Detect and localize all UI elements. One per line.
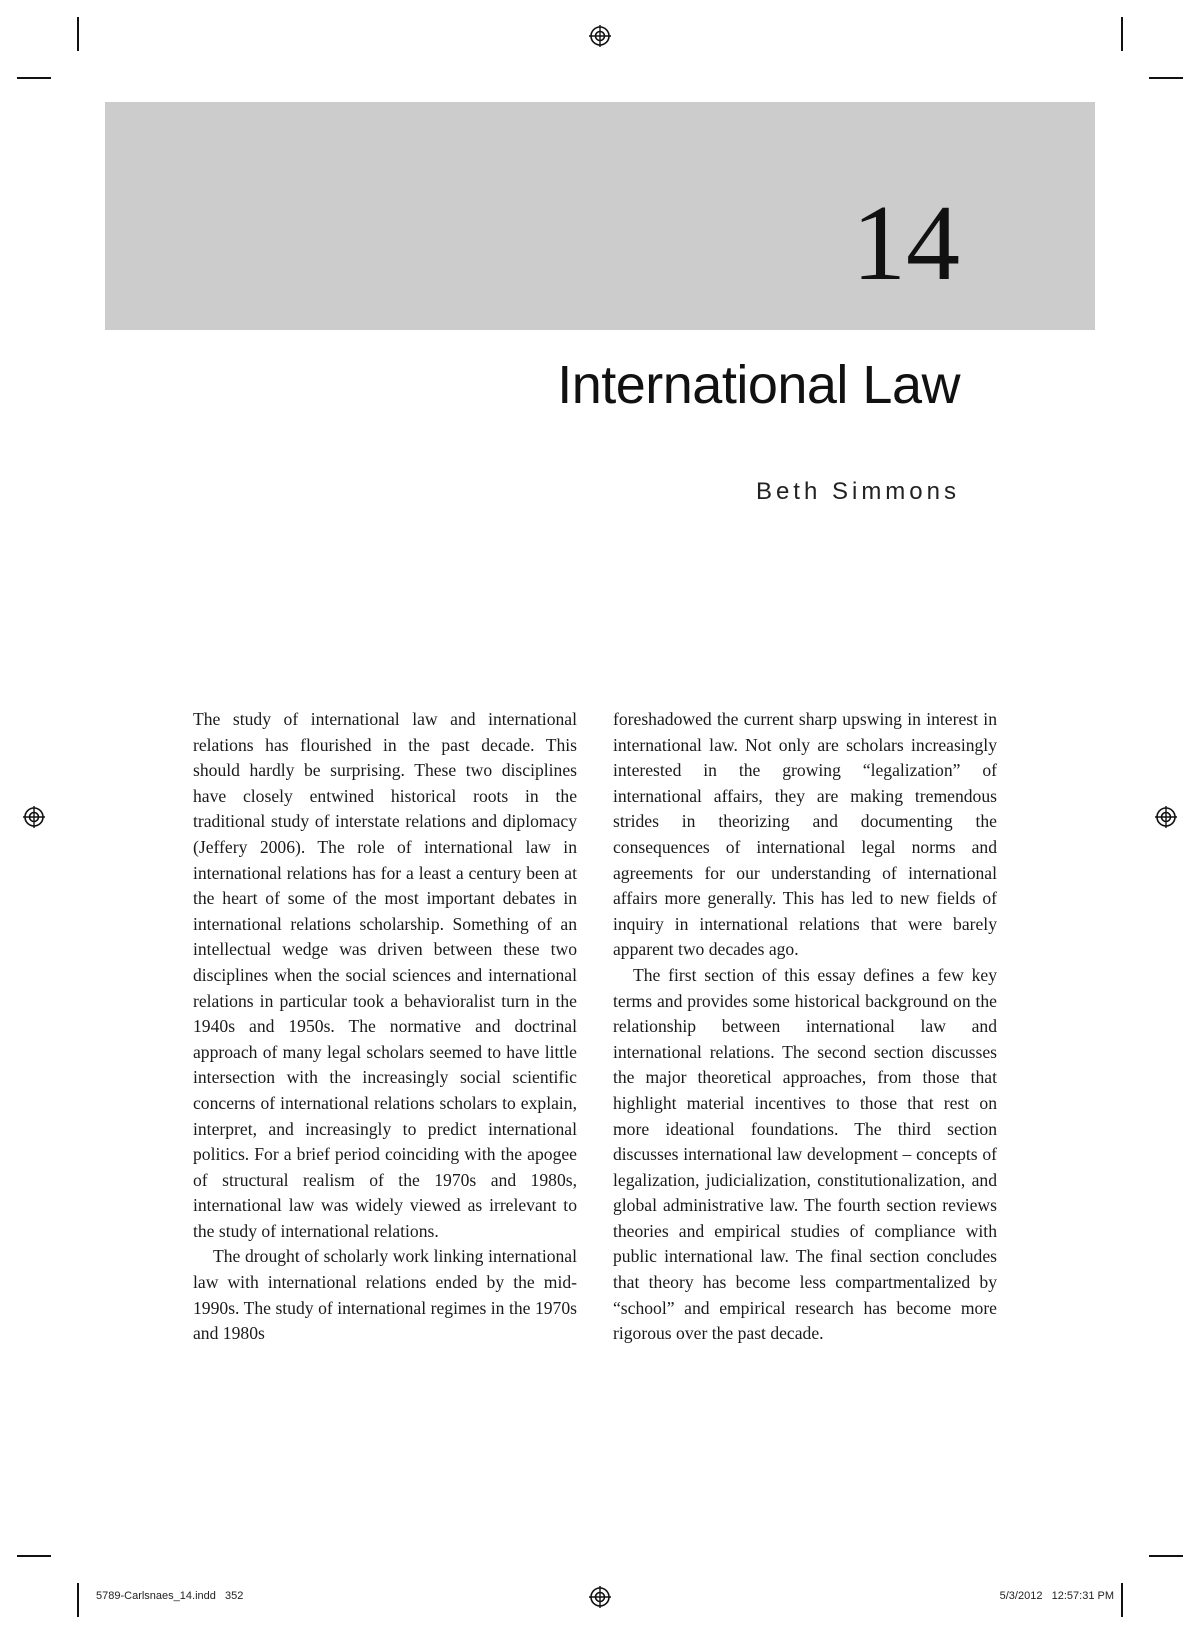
slug-timestamp: 5/3/2012 12:57:31 PM <box>999 1590 1114 1602</box>
paragraph: The first section of this essay defines a few key terms and provides some historical background on the relationship between international law and international relations. The second section discusses the major theoretical approaches, from those that highlight material incentives to those that rest on more ideational foundations. The third section discusses international law development – concepts of legalization, judicialization, constitutionalization, and global administrative law. The fourth section reviews theories and empirical studies of compliance with public international law. The final section concludes that theory has become less compartmentalized by “school” and empirical research has become more rigorous over the past decade. <box>613 964 997 1344</box>
crop-mark-bottom-right-horizontal <box>1149 1555 1183 1557</box>
registration-target-icon <box>589 1586 611 1608</box>
slug-filename: 5789-Carlsnaes_14.indd 352 <box>96 1590 244 1602</box>
registration-target-icon <box>1155 806 1177 828</box>
paragraph: foreshadowed the current sharp upswing in interest in international law. Not only are scholars increasingly interested in the growing “legalization” of international affairs, they are making tremendous strides in theorizing and documenting the consequences of international legal norms and agreements for our understanding of international affairs more generally. This has led to new fields of inquiry in international relations that were barely apparent two decades ago. <box>613 709 997 960</box>
body-column-left <box>193 707 577 1347</box>
crop-mark-top-left-vertical <box>77 17 79 51</box>
crop-mark-top-right-horizontal <box>1149 77 1183 79</box>
chapter-author: Beth Simmons <box>755 478 960 505</box>
body-column-right <box>613 707 997 1347</box>
crop-mark-top-left-horizontal <box>17 77 51 79</box>
crop-mark-bottom-right-vertical <box>1121 1583 1123 1617</box>
crop-mark-top-right-vertical <box>1121 17 1123 51</box>
chapter-number: 14 <box>852 184 960 303</box>
paragraph: The drought of scholarly work linking international law with international relations ended by the mid-1990s. The study of international regimes in the 1970s and 1980s <box>193 1246 577 1344</box>
registration-target-icon <box>23 806 45 828</box>
chapter-title: International Law <box>557 355 960 415</box>
registration-target-icon <box>589 25 611 47</box>
paragraph: The study of international law and international relations has flourished in the past decade. This should hardly be surprising. These two disciplines have closely entwined historical roots in the traditional study of interstate relations and diplomacy (Jeffery 2006). The role of international law in international relations has for a least a century been at the heart of some of the most important debates in international relations scholarship. Something of an intellectual wedge was driven between these two disciplines when the social sciences and international relations in particular took a behavioralist turn in the 1940s and 1950s. The normative and doctrinal approach of many legal scholars seemed to have little intersection with the increasingly social scientific concerns of international relations scholars to explain, interpret, and increasingly to predict international politics. For a brief period coinciding with the apogee of structural realism of the 1970s and 1980s, international law was widely viewed as irrelevant to the study of international relations. <box>193 709 577 1241</box>
crop-mark-bottom-left-horizontal <box>17 1555 51 1557</box>
crop-mark-bottom-left-vertical <box>77 1583 79 1617</box>
